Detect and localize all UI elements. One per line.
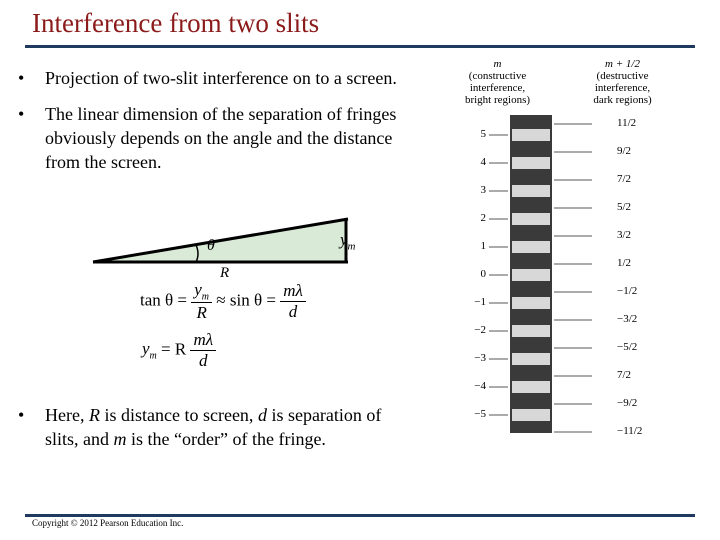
bullet-marker: •: [18, 405, 25, 425]
side-label-y: y: [340, 230, 348, 249]
frac-denominator: d: [199, 351, 208, 370]
frac-denominator: d: [288, 302, 298, 322]
side-label-sub: m: [347, 240, 356, 253]
eq-ym-y: y: [142, 339, 150, 359]
half-order-label: 3/2: [617, 229, 632, 241]
bright-header: [455, 58, 540, 106]
order-label: −2: [474, 324, 486, 336]
eq-tan-text: tan θ =: [140, 290, 187, 310]
half-order-label: −9/2: [617, 397, 638, 409]
bullet-marker: •: [18, 68, 25, 88]
eq-frac-ym-r: [191, 280, 212, 323]
equation-tan: [140, 280, 306, 323]
half-order-label: 7/2: [617, 173, 632, 185]
half-order-label: 9/2: [617, 145, 632, 157]
bright-fringe: [512, 157, 550, 169]
bullet-line: The linear dimension of the separation of fringes: [45, 104, 397, 124]
order-label: −1: [474, 296, 486, 308]
base-label: R: [220, 265, 230, 281]
header-line: m: [493, 58, 502, 70]
side-label: [340, 230, 356, 252]
order-label: −5: [474, 408, 486, 420]
eq-frac-mlambda-d: [280, 281, 306, 322]
bullet-line: [45, 403, 381, 427]
header-line: m + 1/2: [605, 58, 640, 70]
slide-title: Interference from two slits: [32, 8, 320, 38]
bright-fringe: [512, 241, 550, 253]
order-label: −3: [474, 352, 486, 364]
eq-ym-sub: m: [149, 350, 157, 362]
bullet-text: [45, 102, 396, 174]
frac-numerator: mλ: [280, 281, 306, 302]
bright-fringe: [512, 297, 550, 309]
bright-fringe: [512, 381, 550, 393]
text-run: is separation of: [266, 405, 382, 425]
bright-fringe: [512, 325, 550, 337]
frac-numerator: [191, 280, 212, 303]
bright-fringe: [512, 213, 550, 225]
text-run: d: [257, 405, 267, 425]
bullet-line: [45, 427, 381, 451]
eq-ym: [142, 339, 157, 362]
text-run: slits, and: [45, 429, 114, 449]
half-order-label: 5/2: [617, 201, 632, 213]
text-run: Here,: [45, 405, 89, 425]
bright-fringe: [512, 185, 550, 197]
text-run: is the “order” of the fringe.: [126, 429, 326, 449]
order-label: 1: [480, 240, 486, 252]
text-run: R: [88, 405, 100, 425]
half-order-label: −5/2: [617, 341, 638, 353]
order-label: 2: [480, 212, 486, 224]
bright-fringe: [512, 409, 550, 421]
bright-fringe: [512, 353, 550, 365]
dark-header: [585, 58, 660, 106]
frac-denominator: R: [196, 303, 207, 323]
order-label: 3: [480, 184, 486, 196]
eq-equals-r: = R: [161, 339, 187, 359]
title-rule: [25, 45, 695, 48]
order-label: 5: [480, 128, 486, 140]
bullet-text: Projection of two-slit interference on to a screen.: [45, 68, 397, 88]
eq-frac-mlambda-d: [190, 330, 216, 371]
header-line: interference,: [469, 82, 526, 94]
eq-approx-text: ≈ sin θ =: [216, 290, 276, 310]
header-line: dark regions): [593, 94, 652, 106]
bullet-line: obviously depends on the angle and the distance: [45, 128, 393, 148]
equation-ym: [142, 330, 216, 371]
half-order-label: −11/2: [617, 425, 643, 437]
frac-num-sub: m: [201, 291, 210, 303]
header-line: bright regions): [464, 94, 531, 106]
bright-fringe: [512, 129, 550, 141]
bright-fringe: [512, 269, 550, 281]
copyright: Copyright © 2012 Pearson Education Inc.: [32, 518, 184, 528]
text-run: is distance to screen,: [99, 405, 258, 425]
header-line: (destructive: [596, 70, 649, 82]
order-label: 4: [480, 156, 486, 168]
bullet-text: [45, 403, 381, 451]
half-order-label: −1/2: [617, 285, 638, 297]
bullet-line: from the screen.: [45, 152, 162, 172]
frac-numerator: mλ: [190, 330, 216, 351]
order-label: 0: [480, 268, 486, 280]
bullet-marker: •: [18, 104, 25, 124]
header-line: interference,: [594, 82, 651, 94]
half-order-label: 1/2: [617, 257, 632, 269]
fringe-pattern: [455, 115, 695, 435]
header-line: (constructive: [468, 70, 527, 82]
half-order-label: 11/2: [617, 117, 637, 129]
text-run: m: [113, 429, 127, 449]
half-order-label: −3/2: [617, 313, 638, 325]
footer-rule: [25, 514, 695, 517]
theta-label: θ: [207, 237, 215, 254]
order-label: −4: [474, 380, 486, 392]
frac-num-y: y: [194, 280, 202, 299]
half-order-label: 7/2: [617, 369, 632, 381]
